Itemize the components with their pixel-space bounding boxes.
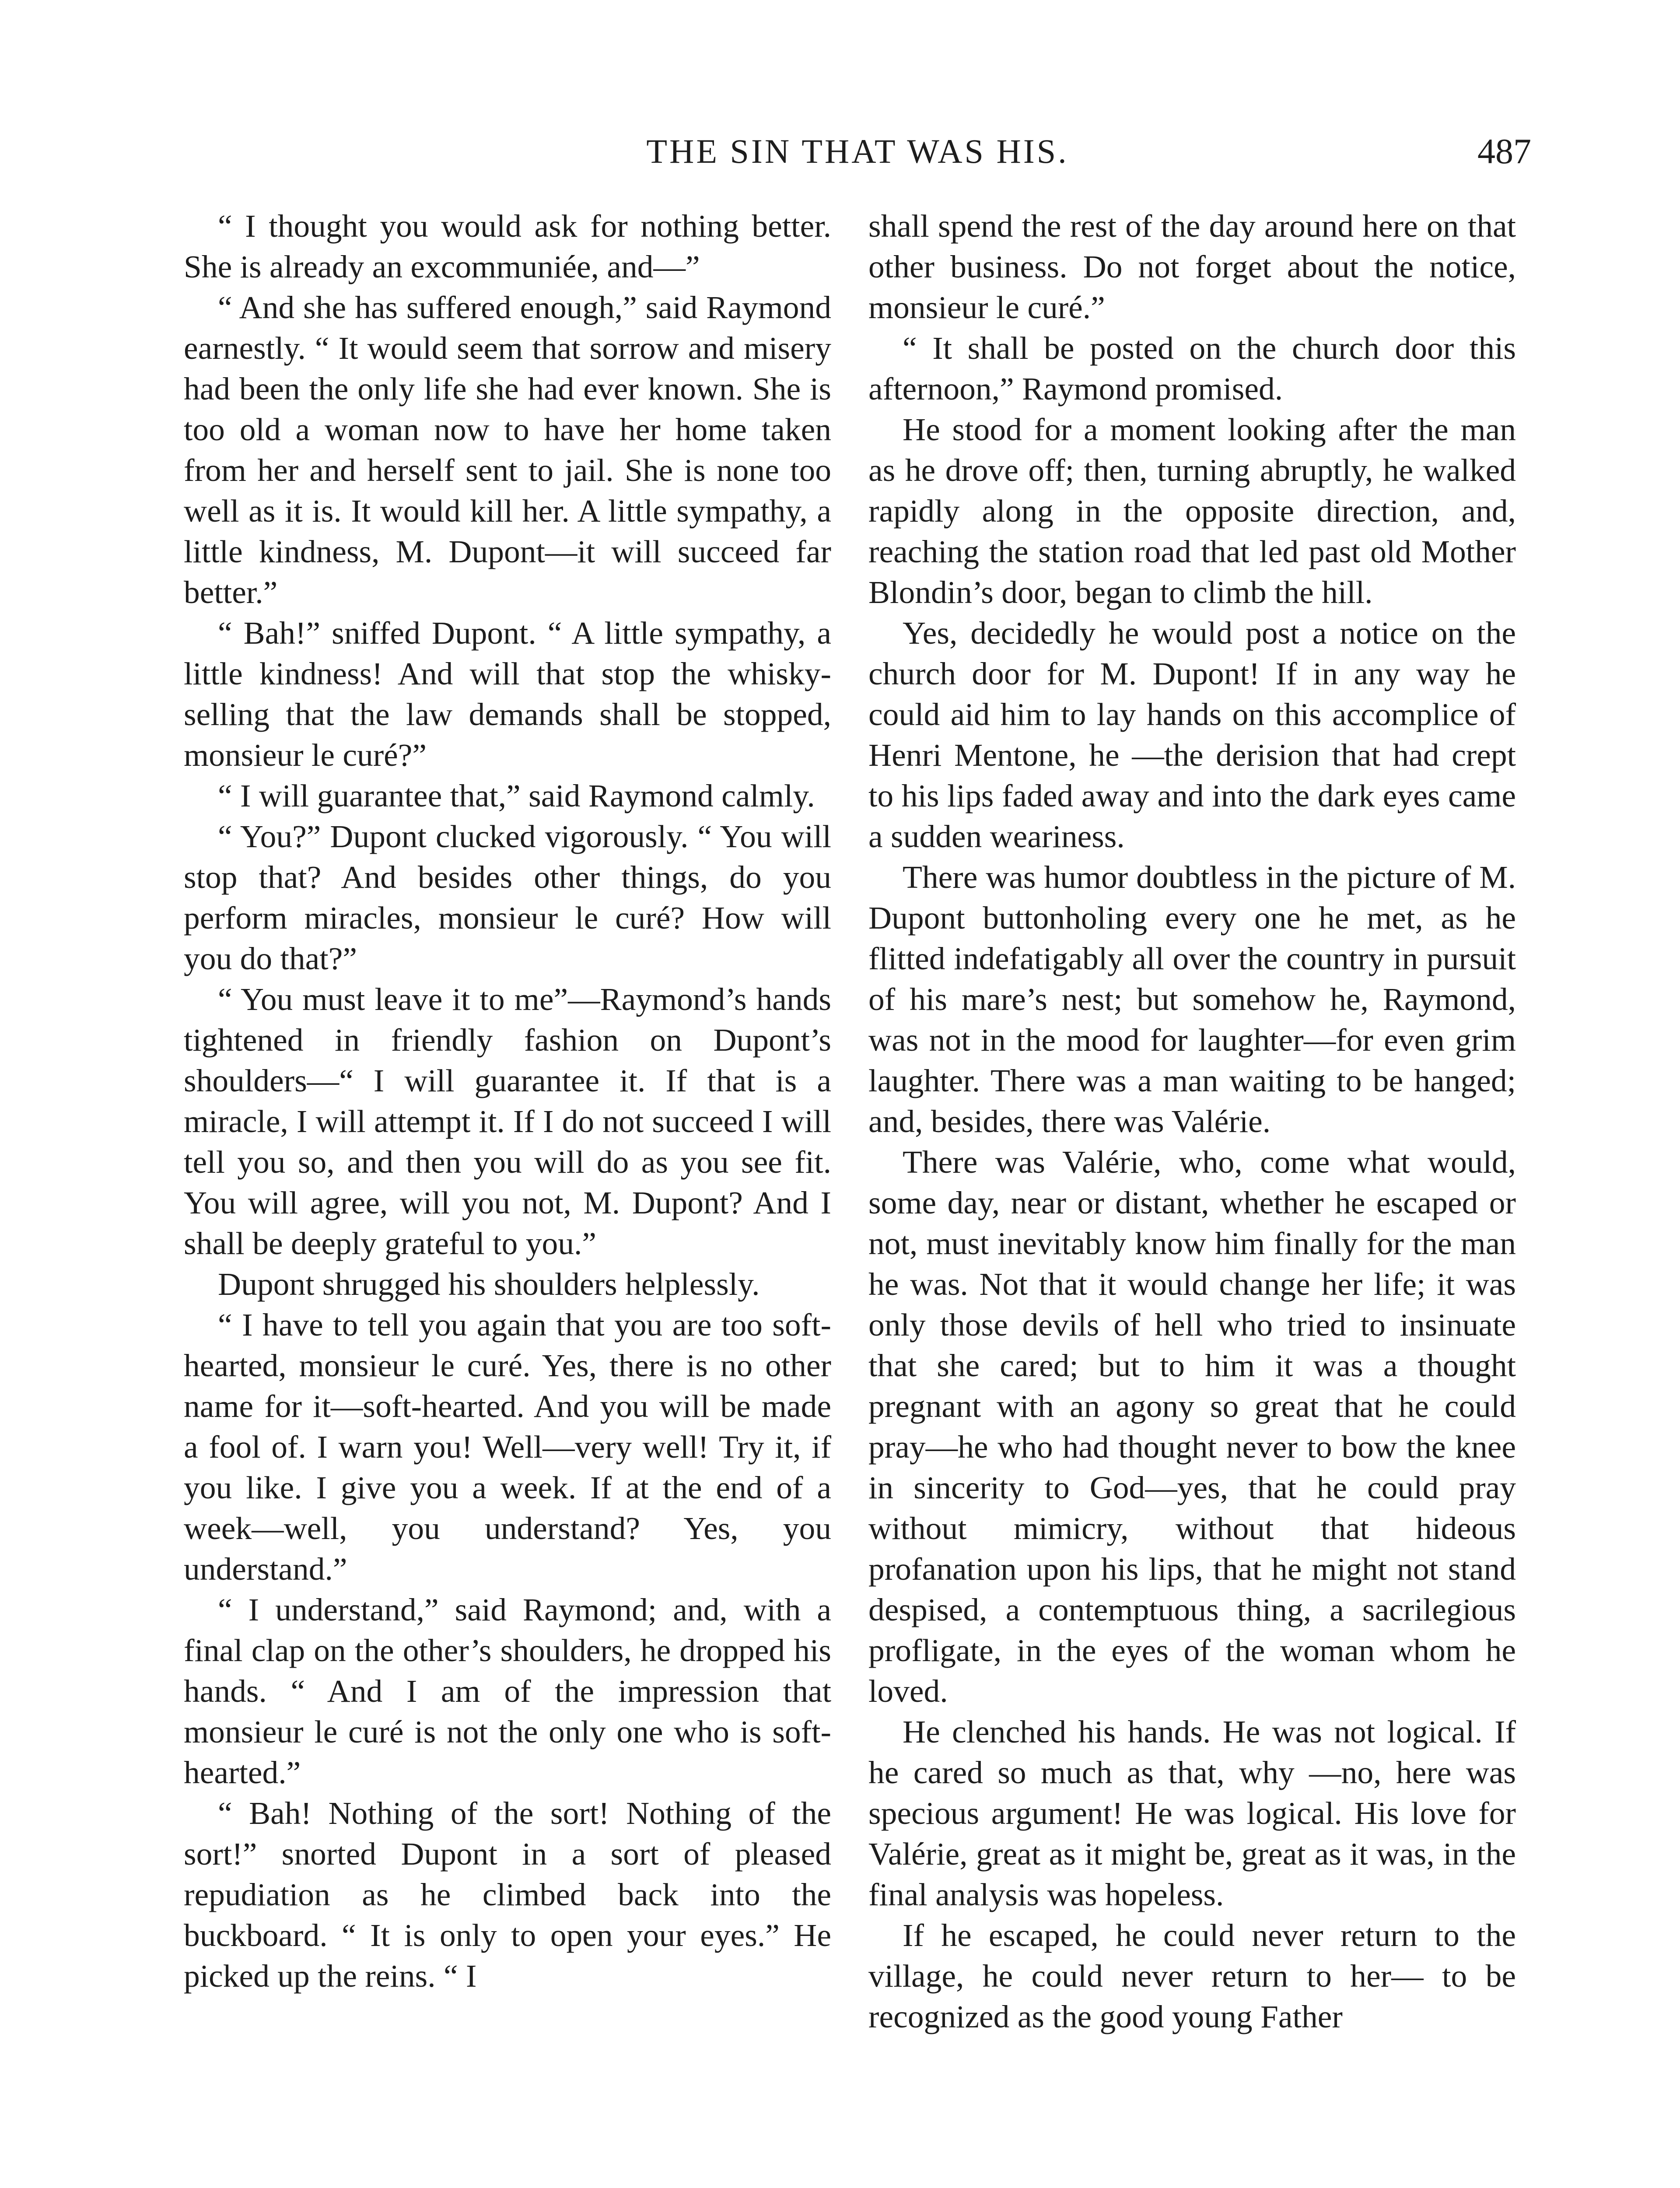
running-title: THE SIN THAT WAS HIS. [646,132,1069,170]
paragraph: “ Bah!” sniffed Dupont. “ A little sympathy, a little kindness! And will that stop the whisky-selling that the law demands shall be stopped, monsieur le curé?” [184,615,831,773]
paragraph: “ I thought you would ask for nothing better. She is already an excommuniée, and—” [184,208,831,284]
paragraph: “ You?” Dupont clucked vigorously. “ You will stop that? And besides other things, do you perform miracles, monsieur le curé? How will you do that?” [184,819,831,976]
paragraph: “ I have to tell you again that you are too soft-hearted, monsieur le curé. Yes, there is no other name for it—soft-hearted. And you will be made a fool of. I warn you! Well—very well! Try it, if you like. I give you a week. If at the end of a week—well, you understand? Yes, you understand.” [184,1307,831,1587]
right-column [868,206,1516,2188]
left-column [184,206,831,2188]
paragraph: Dupont shrugged his shoulders helplessly. [218,1266,760,1302]
paragraph: “ And she has suffered enough,” said Raymond earnestly. “ It would seem that sorrow and misery had been the only life she had ever known. She is too old a woman now to have her home taken from her and herself sent to jail. She is none too well as it is. It would kill her. A little sympathy, a little kindness, M. Dupont—it will succeed far better.” [184,290,831,610]
paragraph: “ I will guarantee that,” said Raymond calmly. [218,778,815,813]
paragraph: He clenched his hands. He was not logical. If he cared so much as that, why —no, here was specious argument! He was logical. His love for Valérie, great as it might be, great as it was, in the final analysis was hopeless. [868,1714,1516,1912]
paragraph: He stood for a moment looking after the man as he drove off; then, turning abruptly, he walked rapidly along in the opposite direction, and, reaching the station road that led past old Mother Blondin’s door, began to climb the hill. [868,412,1516,610]
paragraph: “ It shall be posted on the church door this afternoon,” Raymond promised. [868,330,1516,407]
paragraph: Yes, decidedly he would post a notice on the church door for M. Dupont! If in any way he could aid him to lay hands on this accomplice of Henri Mentone, he —the derision that had crept to his lips faded away and into the dark eyes came a sudden weariness. [868,615,1516,854]
paragraph-continued: shall spend the rest of the day around here on that other business. Do not forget about the notice, monsieur le curé.” [868,208,1516,325]
page-header [184,125,1531,178]
paragraph: “ Bah! Nothing of the sort! Nothing of the sort!” snorted Dupont in a sort of pleased repudiation as he climbed back into the buckboard. “ It is only to open your eyes.” He picked up the reins. “ I [184,1795,831,1994]
paragraph: “ You must leave it to me”—Raymond’s hands tightened in friendly fashion on Dupont’s shoulders—“ I will guarantee it. If that is a miracle, I will attempt it. If I do not succeed I will tell you so, and then you will do as you see fit. You will agree, will you not, M. Dupont? And I shall be deeply grateful to you.” [184,982,831,1261]
paragraph: “ I understand,” said Raymond; and, with a final clap on the other’s shoulders, he dropped his hands. “ And I am of the impression that monsieur le curé is not the only one who is soft-hearted.” [184,1592,831,1790]
page-number: 487 [1477,131,1531,171]
paragraph: There was Valérie, who, come what would, some day, near or distant, whether he escaped or not, must inevitably know him finally for the man he was. Not that it would change her life; it was only those devils of hell who tried to insinuate that she cared; but to him it was a thought pregnant with an agony so great that he could pray—he who had thought never to bow the knee in sincerity to God—yes, that he could pray without mimicry, without that hideous profanation upon his lips, that he might not stand despised, a contemptuous thing, a sacrilegious profligate, in the eyes of the woman whom he loved. [868,1144,1516,1709]
paragraph: There was humor doubtless in the picture of M. Dupont buttonholing every one he met, as he flitted indefatigably all over the country in pursuit of his mare’s nest; but somehow he, Raymond, was not in the mood for laughter—for even grim laughter. There was a man waiting to be hanged; and, besides, there was Valérie. [868,859,1516,1139]
paragraph: If he escaped, he could never return to the village, he could never return to her— to be recognized as the good young Father [868,1918,1516,2034]
